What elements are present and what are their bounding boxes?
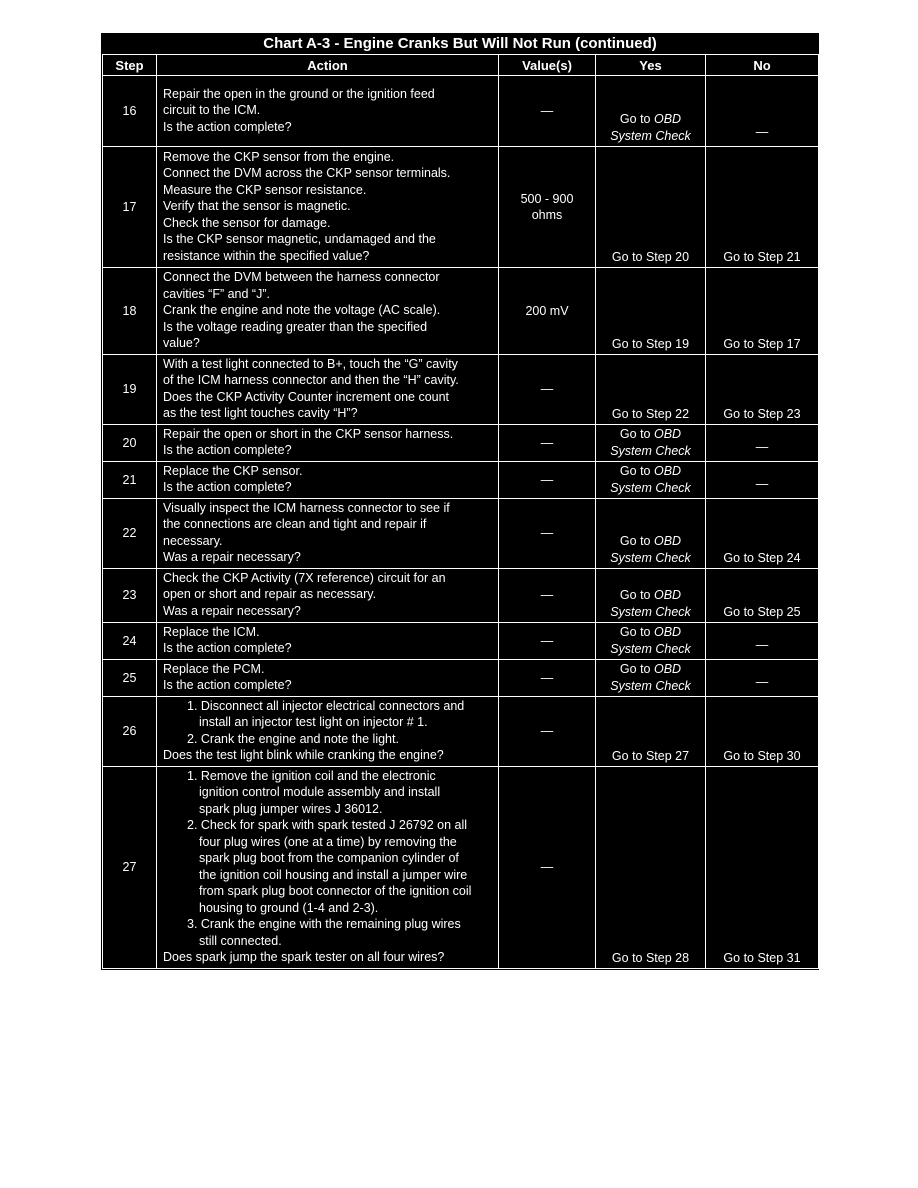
step-value (499, 696, 596, 766)
step-action (157, 461, 499, 498)
action-line: from spark plug boot connector of the ignition coil (199, 884, 472, 898)
step-value (499, 498, 596, 568)
table-row (103, 354, 819, 424)
no-text: Go to Step 31 (723, 950, 801, 965)
action-line: Connect the DVM across the CKP sensor terminals. (163, 166, 451, 181)
yes-text: Go to Step 22 (611, 406, 690, 421)
step-number: 22 (103, 498, 157, 568)
step-yes (596, 766, 706, 968)
step-no (706, 696, 819, 766)
value-text: — (540, 860, 554, 874)
step-no (706, 424, 819, 461)
action-line: With a test light connected to B+, touch the “G” cavity (163, 356, 458, 371)
action-line: Crank the engine and note the voltage (AC scale). (163, 303, 441, 317)
step-yes (596, 461, 706, 498)
action-line: Is the action complete? (163, 480, 292, 494)
value-text: — (540, 104, 554, 118)
step-yes (596, 498, 706, 568)
step-value (499, 461, 596, 498)
step-action (157, 498, 499, 568)
action-line: Was a repair necessary? (163, 550, 301, 564)
obd-text: OBD (653, 587, 682, 602)
step-yes (596, 354, 706, 424)
step-value (499, 268, 596, 355)
step-no (706, 268, 819, 355)
step-yes (596, 76, 706, 147)
action-line: Visually inspect the ICM harness connector to see if (163, 500, 450, 515)
action-line: circuit to the ICM. (163, 103, 261, 118)
yes-text: Go to Step 28 (611, 950, 690, 965)
value-text: — (540, 526, 554, 540)
action-line: still connected. (199, 933, 282, 948)
step-action (157, 696, 499, 766)
action-line: as the test light touches cavity “H”? (163, 406, 358, 420)
step-value (499, 354, 596, 424)
step-number: 16 (103, 76, 157, 147)
yes-text: Go to OBD (619, 112, 682, 126)
action-line: Check the CKP Activity (7X reference) circuit for an (163, 570, 446, 585)
obd-text: OBD (653, 112, 682, 126)
no-text: — (755, 637, 769, 652)
yes-text: System Check (610, 604, 691, 619)
step-value (499, 622, 596, 659)
step-yes (596, 424, 706, 461)
action-line: Check the sensor for damage. (163, 215, 331, 230)
obd-text: OBD (653, 624, 682, 639)
yes-text: System Check (610, 480, 691, 495)
step-action (157, 766, 499, 968)
diagnostic-table (102, 54, 819, 969)
step-action (157, 424, 499, 461)
step-no (706, 354, 819, 424)
action-line: Repair the open in the ground or the ignition feed (163, 86, 435, 101)
step-no (706, 461, 819, 498)
action-line: 3. Crank the engine with the remaining plug wires (187, 917, 461, 931)
step-action (157, 268, 499, 355)
action-line: four plug wires (one at a time) by removing the (199, 834, 457, 849)
step-no (706, 568, 819, 622)
yes-text: System Check (610, 550, 691, 565)
action-line: install an injector test light on injector # 1. (199, 715, 428, 729)
action-line: Is the CKP sensor magnetic, undamaged and the (163, 232, 436, 247)
no-text: Go to Step 24 (723, 550, 801, 565)
table-row (103, 766, 819, 968)
action-line: spark plug jumper wires J 36012. (199, 801, 383, 816)
action-line: cavities “F” and “J”. (163, 286, 270, 301)
value-text: — (540, 588, 554, 602)
no-text: Go to Step 17 (723, 336, 801, 351)
action-line: Is the action complete? (163, 678, 292, 692)
table-row (103, 76, 819, 147)
action-line: Replace the PCM. (163, 661, 265, 676)
yes-text: Go to OBD (619, 533, 682, 548)
step-number: 24 (103, 622, 157, 659)
step-no (706, 766, 819, 968)
no-text: — (755, 476, 769, 491)
action-line: Does the test light blink while cranking the engine? (163, 748, 444, 762)
step-value (499, 147, 596, 268)
step-yes (596, 622, 706, 659)
step-value (499, 766, 596, 968)
action-line: open or short and repair as necessary. (163, 587, 377, 602)
action-line: 1. Remove the ignition coil and the electronic (187, 768, 436, 783)
header-values: Value(s) (499, 55, 596, 76)
obd-text: OBD (653, 463, 682, 478)
table-row (103, 622, 819, 659)
action-line: Repair the open or short in the CKP sensor harness. (163, 426, 454, 441)
action-line: 2. Check for spark with spark tested J 26792 on all (187, 818, 468, 832)
step-number: 20 (103, 424, 157, 461)
step-no (706, 76, 819, 147)
yes-text: Go to Step 27 (611, 748, 690, 763)
yes-text: System Check (610, 129, 691, 143)
value-text: 200 mV (525, 303, 569, 318)
step-number: 17 (103, 147, 157, 268)
yes-text: Go to OBD (619, 463, 682, 478)
obd-text: OBD (653, 533, 682, 548)
yes-text: Go to Step 20 (611, 250, 690, 264)
no-text: — (755, 674, 769, 689)
header-no: No (706, 55, 819, 76)
no-text: Go to Step 30 (723, 748, 801, 763)
action-line: Replace the CKP sensor. (163, 463, 303, 478)
step-action (157, 76, 499, 147)
action-line: Does the CKP Activity Counter increment one count (163, 389, 450, 404)
action-line: Verify that the sensor is magnetic. (163, 199, 351, 214)
value-text: — (540, 435, 554, 450)
action-line: necessary. (163, 533, 223, 548)
action-line: ignition control module assembly and install (199, 785, 441, 799)
action-line: the connections are clean and tight and repair if (163, 517, 427, 531)
value-text: 500 - 900 ohms (520, 192, 574, 222)
no-text: Go to Step 23 (723, 406, 801, 421)
table-row (103, 461, 819, 498)
yes-text: System Check (610, 678, 691, 693)
step-yes (596, 696, 706, 766)
action-line: Does spark jump the spark tester on all four wires? (163, 950, 445, 964)
yes-text: Go to Step 19 (611, 336, 690, 351)
obd-text: OBD (653, 426, 682, 441)
chart-title: Chart A-3 - Engine Cranks But Will Not Run (continued) (263, 35, 657, 52)
no-text: Go to Step 21 (723, 250, 801, 264)
table-row (103, 568, 819, 622)
action-line: 2. Crank the engine and note the light. (187, 731, 399, 746)
diagnostic-chart (101, 33, 819, 970)
action-line: Was a repair necessary? (163, 603, 301, 618)
no-text: — (755, 125, 769, 139)
step-number: 19 (103, 354, 157, 424)
step-number: 25 (103, 659, 157, 696)
action-line: resistance within the specified value? (163, 248, 370, 263)
step-value (499, 424, 596, 461)
value-text: — (540, 472, 554, 487)
step-yes (596, 568, 706, 622)
no-text: — (755, 439, 769, 454)
value-text: — (540, 382, 554, 396)
step-value (499, 76, 596, 147)
action-line: Remove the CKP sensor from the engine. (163, 149, 395, 164)
no-text: Go to Step 25 (723, 604, 801, 619)
value-text: — (540, 724, 554, 738)
table-row (103, 498, 819, 568)
action-line: the ignition coil housing and install a jumper wire (199, 867, 468, 882)
step-yes (596, 268, 706, 355)
step-action (157, 147, 499, 268)
header-step: Step (103, 55, 157, 76)
action-line: 1. Disconnect all injector electrical connectors and (187, 698, 465, 713)
step-number: 21 (103, 461, 157, 498)
step-action (157, 568, 499, 622)
action-line: Replace the ICM. (163, 624, 260, 639)
value-text: — (540, 633, 554, 648)
header-action: Action (157, 55, 499, 76)
value-text: — (540, 670, 554, 685)
header-yes: Yes (596, 55, 706, 76)
action-line: of the ICM harness connector and then the “H” cavity. (163, 373, 459, 387)
table-row (103, 424, 819, 461)
table-row (103, 659, 819, 696)
table-row (103, 696, 819, 766)
step-action (157, 354, 499, 424)
table-body (103, 76, 819, 969)
action-line: value? (163, 336, 200, 350)
step-action (157, 659, 499, 696)
step-no (706, 147, 819, 268)
step-action (157, 622, 499, 659)
yes-text: Go to OBD (619, 587, 682, 602)
action-line: Measure the CKP sensor resistance. (163, 182, 367, 197)
obd-text: OBD (653, 661, 682, 676)
step-yes (596, 659, 706, 696)
step-number: 27 (103, 766, 157, 968)
header-row (103, 55, 819, 76)
yes-text: Go to OBD (619, 661, 682, 676)
step-number: 18 (103, 268, 157, 355)
action-line: Is the action complete? (163, 119, 292, 134)
step-value (499, 568, 596, 622)
action-line: Is the voltage reading greater than the specified (163, 319, 428, 334)
action-line: housing to ground (1-4 and 2-3). (199, 900, 379, 915)
step-no (706, 622, 819, 659)
step-number: 23 (103, 568, 157, 622)
table-row (103, 147, 819, 268)
step-yes (596, 147, 706, 268)
table-row (103, 268, 819, 355)
action-line: Connect the DVM between the harness connector (163, 270, 440, 284)
step-number: 26 (103, 696, 157, 766)
yes-text: Go to OBD (619, 624, 682, 639)
step-value (499, 659, 596, 696)
step-no (706, 659, 819, 696)
yes-text: Go to OBD (619, 426, 682, 441)
yes-text: System Check (610, 641, 691, 656)
action-line: spark plug boot from the companion cylinder of (199, 851, 459, 865)
step-no (706, 498, 819, 568)
action-line: Is the action complete? (163, 443, 292, 457)
yes-text: System Check (610, 443, 691, 458)
action-line: Is the action complete? (163, 641, 292, 655)
